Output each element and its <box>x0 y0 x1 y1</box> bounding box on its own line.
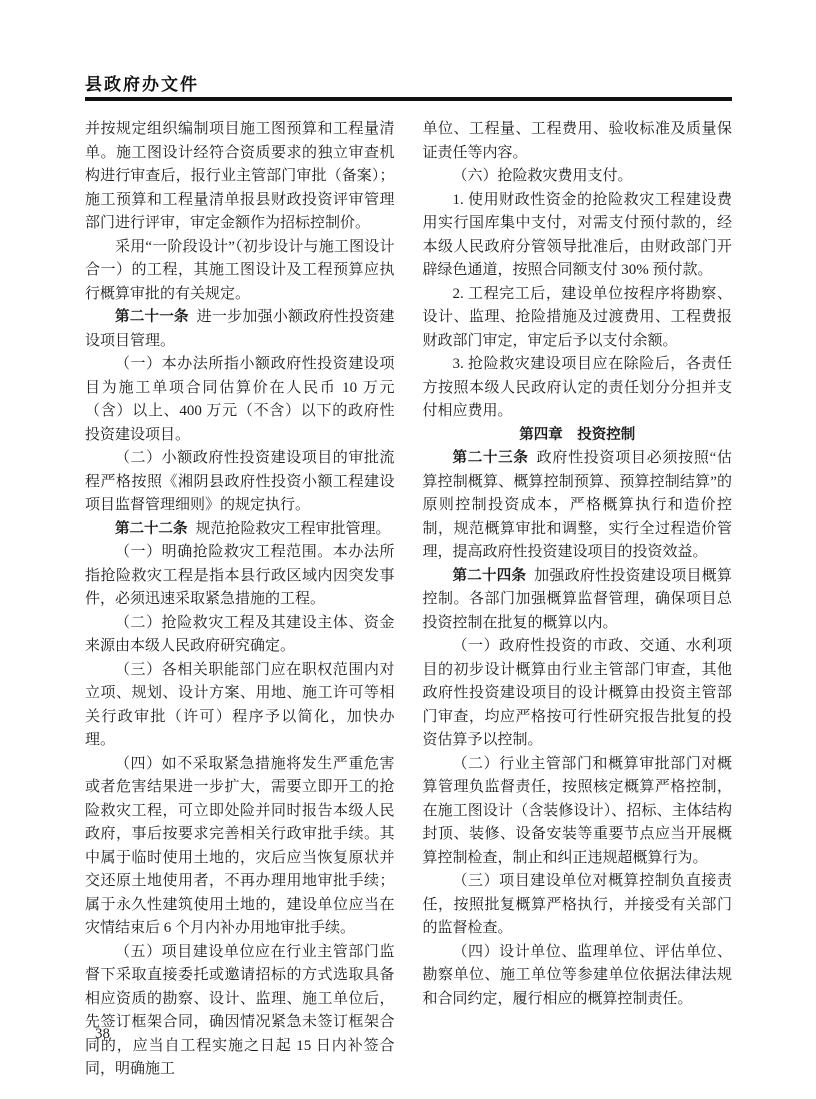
paragraph-text: 政府性投资项目必须按照“估算控制概算、概算控制预算、预算控制结算”的原则控制投资成本，严格概算执行和造价控制，规范概算审批和调整，实行全过程造价管理，提高政府性投资建设项目的投资效益。 <box>422 450 732 560</box>
text-columns <box>85 118 732 1082</box>
left-column <box>85 118 395 1082</box>
paragraph: （五）项目建设单位应在行业主管部门监督下采取直接委托或邀请招标的方式选取具备相应资质的勘察、设计、监理、施工单位后，先签订框架合同，确因情况紧急未签订框架合同的，应当自工程实施之日起 15 日内补签合同，明确施工 <box>85 943 395 1077</box>
paragraph: 1. 使用财政性资金的抢险救灾工程建设费用实行国库集中支付，对需支付预付款的，经本级人民政府分管领导批准后，由财政部门开辟绿色通道，按照合同额支付 30% 预付款。 <box>422 191 732 278</box>
paragraph: 采用“一阶段设计”（初步设计与施工图设计合一）的工程，其施工图设计及工程预算应执行概算审批的有关规定。 <box>85 238 395 302</box>
article-number: 第二十一条 <box>115 309 189 325</box>
paragraph-text: 加强政府性投资建设项目概算控制。各部门加强概算监督管理，确保项目总投资控制在批复的概算以内。 <box>422 567 732 631</box>
paragraph: （三）项目建设单位对概算控制负直接责任，按照批复概算严格执行，并接受有关部门的监督检查。 <box>422 873 732 936</box>
right-column <box>423 118 733 1082</box>
paragraph: （二）行业主管部门和概算审批部门对概算管理负监督责任，按照核定概算严格控制，在施工图设计（含装修设计）、招标、主体结构封顶、装修、设备安装等重要节点应当开展概算控制检查，制止和纠正违规超概算行为。 <box>422 755 732 866</box>
page-number: 38 <box>95 1026 110 1042</box>
article-paragraph <box>423 565 733 636</box>
paragraph: （一）明确抢险救灾工程范围。本办法所指抢险救灾工程是指本县行政区域内因突发事件，必须迅速采取紧急措施的工程。 <box>85 544 395 607</box>
article-paragraph <box>423 447 733 565</box>
article-paragraph <box>85 518 395 542</box>
article-number: 第二十三条 <box>452 450 529 466</box>
paragraph: （六）抢险救灾费用支付。 <box>452 168 633 184</box>
paragraph: （四）如不采取紧急措施将发生严重危害或者危害结果进一步扩大，需要立即开工的抢险救灾工程，可立即处险并同时报告本级人民政府，事后按要求完善相关行政审批手续。其中属于临时使用土地的，灾后应当恢复原状并交还原土地使用者，不再办理用地审批手续；属于永久性建筑使用土地的，建设单位应当在灾情结束后 6 个月内补办用地审批手续。 <box>85 755 395 936</box>
paragraph-text: 规范抢险救灾工程审批管理。 <box>195 520 391 537</box>
article-paragraph <box>85 306 395 353</box>
paragraph: （四）设计单位、监理单位、评估单位、勘察单位、施工单位等参建单位依据法律法规和合同约定，履行相应的概算控制责任。 <box>422 943 732 1007</box>
paragraph: 3. 抢险救灾建设项目应在除险后，各责任方按照本级人民政府认定的责任划分分担并支付相应费用。 <box>422 356 732 419</box>
paragraph: （二）抢险救灾工程及其建设主体、资金来源由本级人民政府研究确定。 <box>85 614 395 654</box>
doc-header-title: 县政府办文件 <box>85 75 199 94</box>
chapter-heading: 第四章 投资控制 <box>519 426 636 443</box>
paragraph-continuation: 并按规定组织编制项目施工图预算和工程量清单。施工图设计经符合资质要求的独立审查机构进行审查后，报行业主管部门审批（备案）；施工预算和工程量清单报县财政投资评审管理部门进行评审，审定金额作为招标控制价。 <box>85 121 395 231</box>
article-number: 第二十二条 <box>115 520 188 537</box>
paragraph: 2. 工程完工后，建设单位按程序将勘察、设计、监理、抢险措施及过渡费用、工程费报财政部门审定，审定后予以支付余额。 <box>422 285 732 349</box>
paragraph-continuation: 单位、工程量、工程费用、验收标准及质量保证责任等内容。 <box>422 121 732 161</box>
article-number: 第二十四条 <box>452 567 527 584</box>
paragraph: （三）各相关职能部门应在职权范围内对立项、规划、设计方案、用地、施工许可等相关行政审批（许可）程序予以简化，加快办理。 <box>85 661 395 748</box>
paragraph: （一）本办法所指小额政府性投资建设项目为施工单项合同估算价在人民币 10 万元（含）以上、400 万元（不含）以下的政府性投资建设项目。 <box>85 356 395 443</box>
header-rule <box>85 97 732 101</box>
paragraph: （一）政府性投资的市政、交通、水利项目的初步设计概算由行业主管部门审查，其他政府性投资建设项目的设计概算由投资主管部门审查，均应严格按可行性研究报告批复的投资估算予以控制。 <box>422 638 732 748</box>
paragraph-text: 进一步加强小额政府性投资建设项目管理。 <box>85 309 395 349</box>
paragraph: （二）小额政府性投资建设项目的审批流程严格按照《湘阴县政府性投资小额工程建设项目监督管理细则》的规定执行。 <box>85 450 395 513</box>
